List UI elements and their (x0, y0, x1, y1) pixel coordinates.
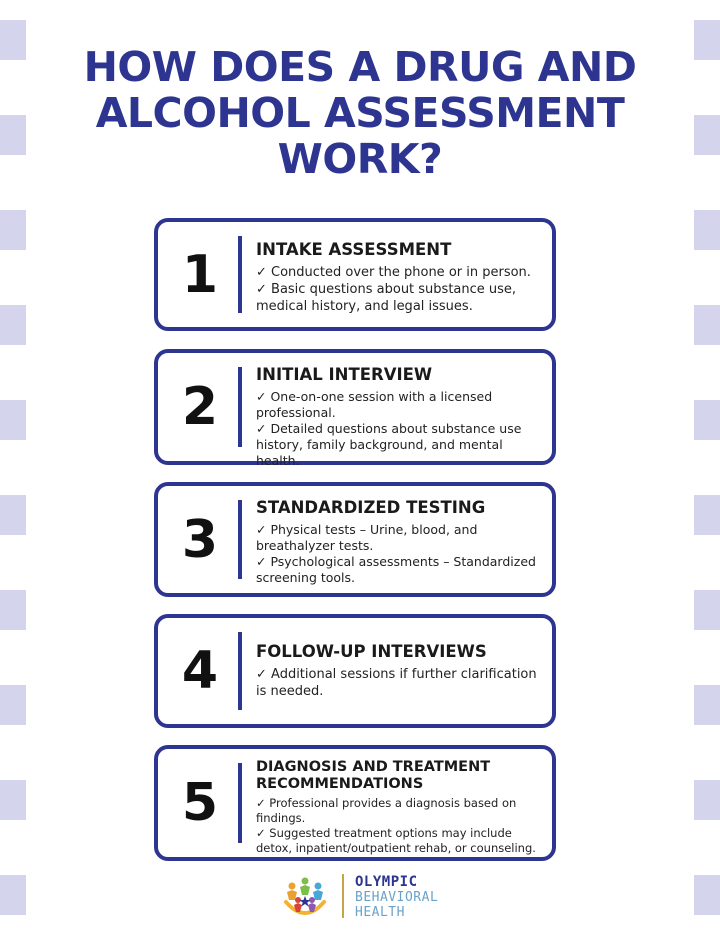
side-stripe (0, 115, 26, 155)
title-line-1: HOW DOES A DRUG AND (83, 43, 637, 91)
step-content (256, 240, 544, 315)
side-stripe (694, 210, 720, 250)
step-number: 5 (181, 773, 219, 833)
step-content (256, 759, 544, 856)
brand-logo (280, 870, 480, 922)
side-stripe (0, 590, 26, 630)
step-line: ✓ Additional sessions if further clarification is needed. (256, 667, 537, 699)
step-line: ✓ Physical tests – Urine, blood, and breathalyzer tests. (256, 522, 478, 553)
page-title (70, 44, 650, 182)
side-stripe (694, 685, 720, 725)
step-number: 2 (181, 377, 219, 437)
step-heading: INITIAL INTERVIEW (256, 365, 433, 384)
step-divider (238, 367, 242, 447)
step-line: ✓ Suggested treatment options may include detox, inpatient/outpatient rehab, or counseling. (256, 826, 536, 855)
side-stripe (694, 590, 720, 630)
step-divider (238, 500, 242, 579)
step-content (256, 642, 544, 700)
step-content (256, 498, 544, 586)
step-heading: DIAGNOSIS AND TREATMENT RECOMMENDATIONS (256, 759, 491, 792)
step-heading: FOLLOW-UP INTERVIEWS (256, 642, 487, 661)
step-card-3 (154, 482, 556, 597)
logo-divider (342, 874, 344, 918)
logo-text-health: HEALTH (355, 905, 405, 920)
title-line-3: WORK? (277, 135, 443, 183)
side-stripe (0, 305, 26, 345)
side-stripe (0, 210, 26, 250)
step-card-2 (154, 349, 556, 468)
side-stripe (0, 685, 26, 725)
step-heading: STANDARDIZED TESTING (256, 498, 486, 517)
step-divider (238, 632, 242, 710)
step-heading: INTAKE ASSESSMENT (256, 240, 452, 259)
side-stripe (694, 495, 720, 535)
step-content (256, 365, 544, 469)
step-line: ✓ Psychological assessments – Standardized screening tools. (256, 554, 536, 585)
people-circle-icon (280, 872, 330, 922)
side-stripe (0, 495, 26, 535)
step-line: ✓ Professional provides a diagnosis based on findings. (256, 796, 517, 825)
step-number: 3 (181, 509, 219, 570)
side-stripe (0, 875, 26, 915)
logo-text-olympic: OLYMPIC (355, 874, 418, 890)
side-stripe (694, 400, 720, 440)
side-stripe (694, 875, 720, 915)
step-divider (238, 763, 242, 843)
side-stripe (0, 780, 26, 820)
step-number: 4 (181, 641, 219, 701)
step-divider (238, 236, 242, 313)
step-card-4 (154, 614, 556, 728)
side-stripe (0, 400, 26, 440)
side-stripe (694, 20, 720, 60)
side-stripe (0, 20, 26, 60)
step-line: ✓ Detailed questions about substance use history, family background, and mental health. (256, 421, 522, 468)
step-card-5 (154, 745, 556, 861)
step-line: ✓ Basic questions about substance use, medical history, and legal issues. (256, 282, 517, 314)
side-stripe (694, 305, 720, 345)
step-card-1 (154, 218, 556, 331)
step-line: ✓ Conducted over the phone or in person. (256, 265, 531, 280)
title-line-2: ALCOHOL ASSESSMENT (95, 89, 625, 137)
side-stripe (694, 115, 720, 155)
side-stripe (694, 780, 720, 820)
step-number: 1 (181, 244, 219, 305)
step-line: ✓ One-on-one session with a licensed professional. (256, 389, 493, 420)
logo-text-behavioral: BEHAVIORAL (355, 890, 439, 905)
